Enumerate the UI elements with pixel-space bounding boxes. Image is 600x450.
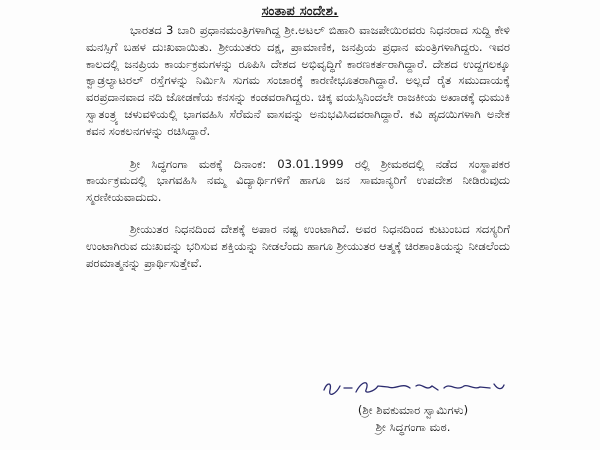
paragraph-tribute: ಭಾರತದ 3 ಬಾರಿ ಪ್ರಧಾನಮಂತ್ರಿಗಳಾಗಿದ್ದ ಶ್ರೀ.ಅಟಲ್ ಬಿಹಾರಿ ವಾಜಪೇಯಿರವರು ನಿಧನರಾದ ಸುದ್ದಿ ಕೇಳಿ ಮನಸ್ಸಿಗೆ ಬಹಳ ದುಃಖವಾಯಿತು. ಶ್ರೀಯುತರು ದಕ್ಷ, ಪ್ರಾಮಾಣಿಕ, ಜನಪ್ರಿಯ ಪ್ರಧಾನ ಮಂತ್ರಿಗಳಾಗಿದ್ದರು. ಇವರ ಕಾಲದಲ್ಲಿ ಜನಪ್ರಿಯ ಕಾರ್ಯಕ್ರಮಗಳನ್ನು ರೂಪಿಸಿ ದೇಶದ ಅಭಿವೃದ್ಧಿಗೆ ಕಾರಣಕರ್ತರಾಗಿದ್ದಾರೆ. ದೇಶದ ಉದ್ದಗಲಕ್ಕೂ ಕ್ವಾಡ್ರಲ್ಯಾಟರಲ್ ರಸ್ತೆಗಳನ್ನು ನಿರ್ಮಿಸಿ ಸುಗಮ ಸಂಚಾರಕ್ಕೆ ಕಾರಣೀಭೂತರಾಗಿದ್ದಾರೆ. ಅಲ್ಲದೆ ರೈತ ಸಮುದಾಯಕ್ಕೆ ವರಪ್ರದಾನವಾದ ನದಿ ಜೋಡಣೆಯ ಕನಸನ್ನು ಕಂಡವರಾಗಿದ್ದರು. ಚಿಕ್ಕ ವಯಸ್ಸಿನಿಂದಲೇ ರಾಜಕೀಯ ಅಖಾಡಕ್ಕೆ ಧುಮುಕಿ ಸ್ವಾತಂತ್ರ್ಯ ಚಳುವಳಿಯಲ್ಲಿ ಭಾಗವಹಿಸಿ ಸೆರೆಮನೆ ವಾಸವನ್ನು ಅನುಭವಿಸಿದವರಾಗಿದ್ದಾರೆ. ಕವಿ ಹೃದಯಿಗಳಾಗಿ ಅನೇಕ ಕವನ ಸಂಕಲನಗಳನ್ನು ರಚಿಸಿದ್ದಾರೆ. [86,23,510,138]
paragraph-condolence: ಶ್ರೀಯುತರ ನಿಧನದಿಂದ ದೇಶಕ್ಕೆ ಅಪಾರ ನಷ್ಟ ಉಂಟಾಗಿದೆ. ಅವರ ನಿಧನದಿಂದ ಕುಟುಂಬದ ಸದಸ್ಯರಿಗೆ ಉಂಟಾಗಿರುವ ದುಃಖವನ್ನು ಭರಿಸುವ ಶಕ್ತಿಯನ್ನು ನೀಡಲೆಂದು ಹಾಗೂ ಶ್ರೀಯುತರ ಆತ್ಮಕ್ಕೆ ಚಿರಶಾಂತಿಯನ್ನು ನೀಡಲೆಂದು ಪರಮಾತ್ಮನನ್ನು ಪ್ರಾರ್ಥಿಸುತ್ತೇವೆ. [86,221,510,270]
handwritten-signature [318,378,508,398]
letter-body [86,22,510,271]
paragraph-visit: ಶ್ರೀ ಸಿದ್ಧಗಂಗಾ ಮಠಕ್ಕೆ ದಿನಾಂಕ: 03.01.1999 ರಲ್ಲಿ ಶ್ರೀಮಠದಲ್ಲಿ ನಡೆದ ಸಂಸ್ಥಾಪಕರ ಕಾರ್ಯಕ್ರಮದಲ್ಲಿ ಭಾಗವಹಿಸಿ ನಮ್ಮ ವಿದ್ಯಾರ್ಥಿಗಳಿಗೆ ಹಾಗೂ ಜನ ಸಾಮಾನ್ಯರಿಗೆ ಉಪದೇಶ ನೀಡಿರುವುದು ಸ್ಮರಣೀಯವಾದುದು. [86,156,510,205]
signature-scribble [318,378,508,398]
document-title: ಸಂತಾಪ ಸಂದೇಶ. [261,4,339,19]
signatory-name: (ಶ್ರೀ ಶಿವಕುಮಾರ ಸ್ವಾಮಿಗಳು) [357,403,469,417]
signature-block [318,402,508,436]
signatory-place: ಶ್ರೀ ಸಿದ್ಧಗಂಗಾ ಮಠ. [375,420,451,434]
